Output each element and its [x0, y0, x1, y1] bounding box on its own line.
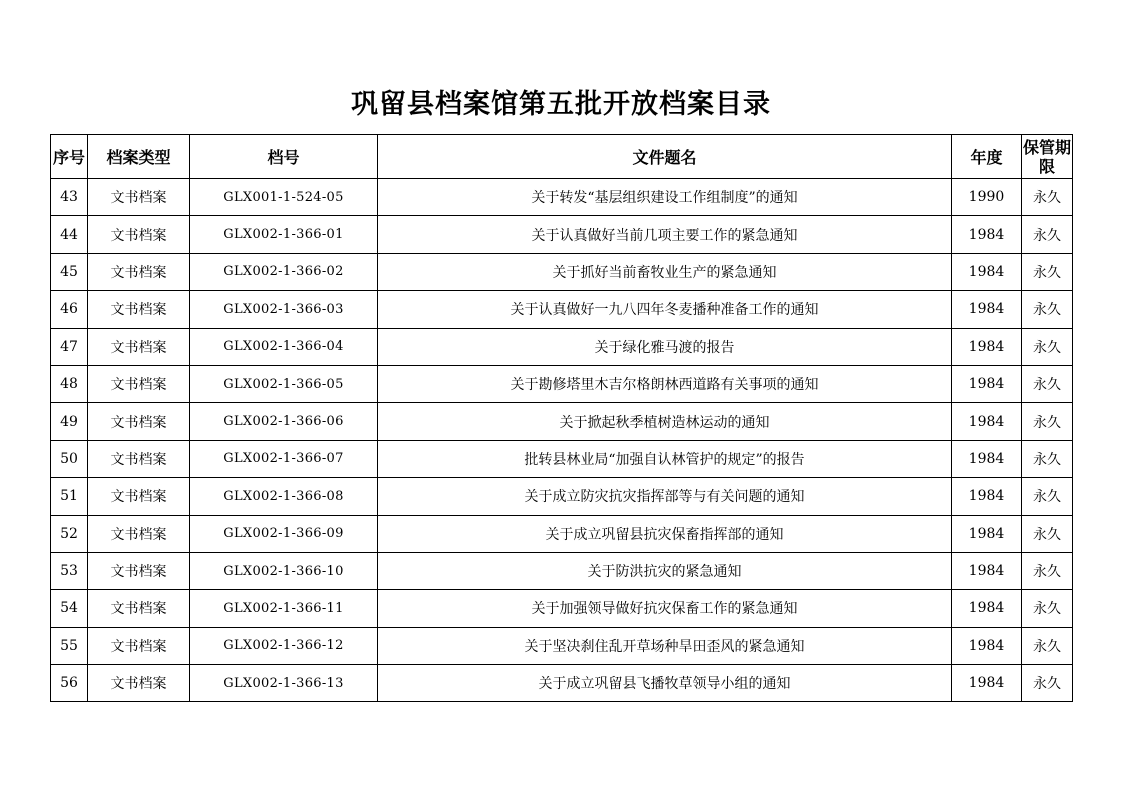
cell-index: 51 [51, 478, 88, 515]
cell-year: 1984 [952, 590, 1022, 627]
table-row [51, 478, 1073, 515]
cell-index: 44 [51, 216, 88, 253]
cell-file-title: 关于成立巩留县抗灾保畜指挥部的通知 [378, 515, 952, 552]
cell-code: GLX002-1-366-05 [190, 365, 378, 402]
cell-code: GLX002-1-366-12 [190, 627, 378, 664]
cell-code: GLX001-1-524-05 [190, 179, 378, 216]
cell-file-title: 关于防洪抗灾的紧急通知 [378, 552, 952, 589]
table-row [51, 403, 1073, 440]
table-row [51, 291, 1073, 328]
cell-retention: 永久 [1022, 403, 1073, 440]
cell-index: 52 [51, 515, 88, 552]
cell-year: 1984 [952, 328, 1022, 365]
cell-index: 53 [51, 552, 88, 589]
cell-retention: 永久 [1022, 440, 1073, 477]
cell-category: 文书档案 [88, 590, 190, 627]
cell-file-title: 关于勘修塔里木吉尔格朗林西道路有关事项的通知 [378, 365, 952, 402]
cell-code: GLX002-1-366-07 [190, 440, 378, 477]
cell-category: 文书档案 [88, 440, 190, 477]
cell-file-title: 关于认真做好当前几项主要工作的紧急通知 [378, 216, 952, 253]
cell-category: 文书档案 [88, 216, 190, 253]
cell-year: 1984 [952, 440, 1022, 477]
cell-code: GLX002-1-366-11 [190, 590, 378, 627]
cell-retention: 永久 [1022, 515, 1073, 552]
cell-year: 1984 [952, 403, 1022, 440]
cell-file-title: 关于坚决刹住乱开草场种旱田歪风的紧急通知 [378, 627, 952, 664]
cell-category: 文书档案 [88, 515, 190, 552]
table-body [51, 179, 1073, 702]
cell-code: GLX002-1-366-08 [190, 478, 378, 515]
cell-index: 48 [51, 365, 88, 402]
table-row [51, 365, 1073, 402]
cell-index: 49 [51, 403, 88, 440]
cell-year: 1990 [952, 179, 1022, 216]
cell-retention: 永久 [1022, 328, 1073, 365]
cell-retention: 永久 [1022, 253, 1073, 290]
cell-index: 46 [51, 291, 88, 328]
cell-file-title: 关于抓好当前畜牧业生产的紧急通知 [378, 253, 952, 290]
cell-code: GLX002-1-366-10 [190, 552, 378, 589]
cell-category: 文书档案 [88, 478, 190, 515]
cell-retention: 永久 [1022, 478, 1073, 515]
cell-category: 文书档案 [88, 365, 190, 402]
cell-file-title: 关于加强领导做好抗灾保畜工作的紧急通知 [378, 590, 952, 627]
cell-year: 1984 [952, 627, 1022, 664]
cell-index: 45 [51, 253, 88, 290]
table-row [51, 216, 1073, 253]
cell-retention: 永久 [1022, 665, 1073, 702]
cell-year: 1984 [952, 216, 1022, 253]
cell-file-title: 关于掀起秋季植树造林运动的通知 [378, 403, 952, 440]
cell-retention: 永久 [1022, 552, 1073, 589]
cell-year: 1984 [952, 515, 1022, 552]
cell-category: 文书档案 [88, 665, 190, 702]
archive-catalog-table [50, 134, 1073, 702]
cell-retention: 永久 [1022, 291, 1073, 328]
document-title: 巩留县档案馆第五批开放档案目录 [351, 89, 771, 120]
cell-code: GLX002-1-366-04 [190, 328, 378, 365]
cell-file-title: 关于认真做好一九八四年冬麦播种准备工作的通知 [378, 291, 952, 328]
table-row [51, 440, 1073, 477]
table-header-row [51, 135, 1073, 179]
cell-file-title: 批转县林业局“加强自认林管护的规定”的报告 [378, 440, 952, 477]
cell-file-title: 关于转发“基层组织建设工作组制度”的通知 [378, 179, 952, 216]
cell-index: 47 [51, 328, 88, 365]
cell-retention: 永久 [1022, 179, 1073, 216]
cell-file-title: 关于成立防灾抗灾指挥部等与有关问题的通知 [378, 478, 952, 515]
cell-code: GLX002-1-366-02 [190, 253, 378, 290]
cell-index: 43 [51, 179, 88, 216]
cell-code: GLX002-1-366-01 [190, 216, 378, 253]
header-year: 年度 [952, 135, 1022, 179]
table-row [51, 665, 1073, 702]
cell-category: 文书档案 [88, 403, 190, 440]
cell-category: 文书档案 [88, 253, 190, 290]
cell-retention: 永久 [1022, 627, 1073, 664]
table-row [51, 552, 1073, 589]
table-row [51, 179, 1073, 216]
cell-year: 1984 [952, 365, 1022, 402]
header-index: 序号 [51, 135, 88, 179]
cell-year: 1984 [952, 665, 1022, 702]
cell-index: 50 [51, 440, 88, 477]
cell-retention: 永久 [1022, 216, 1073, 253]
cell-index: 56 [51, 665, 88, 702]
header-file-title: 文件题名 [378, 135, 952, 179]
cell-retention: 永久 [1022, 365, 1073, 402]
cell-year: 1984 [952, 291, 1022, 328]
cell-code: GLX002-1-366-03 [190, 291, 378, 328]
table-row [51, 253, 1073, 290]
table-row [51, 590, 1073, 627]
cell-category: 文书档案 [88, 291, 190, 328]
cell-code: GLX002-1-366-13 [190, 665, 378, 702]
header-retention: 保管期限 [1022, 135, 1073, 179]
cell-file-title: 关于绿化雅马渡的报告 [378, 328, 952, 365]
cell-code: GLX002-1-366-09 [190, 515, 378, 552]
cell-year: 1984 [952, 253, 1022, 290]
cell-year: 1984 [952, 478, 1022, 515]
cell-category: 文书档案 [88, 627, 190, 664]
cell-category: 文书档案 [88, 552, 190, 589]
cell-retention: 永久 [1022, 590, 1073, 627]
cell-category: 文书档案 [88, 179, 190, 216]
table-row [51, 627, 1073, 664]
cell-category: 文书档案 [88, 328, 190, 365]
header-code: 档号 [190, 135, 378, 179]
header-category: 档案类型 [88, 135, 190, 179]
cell-year: 1984 [952, 552, 1022, 589]
table-row [51, 328, 1073, 365]
cell-index: 54 [51, 590, 88, 627]
cell-code: GLX002-1-366-06 [190, 403, 378, 440]
table-row [51, 515, 1073, 552]
cell-file-title: 关于成立巩留县飞播牧草领导小组的通知 [378, 665, 952, 702]
cell-index: 55 [51, 627, 88, 664]
